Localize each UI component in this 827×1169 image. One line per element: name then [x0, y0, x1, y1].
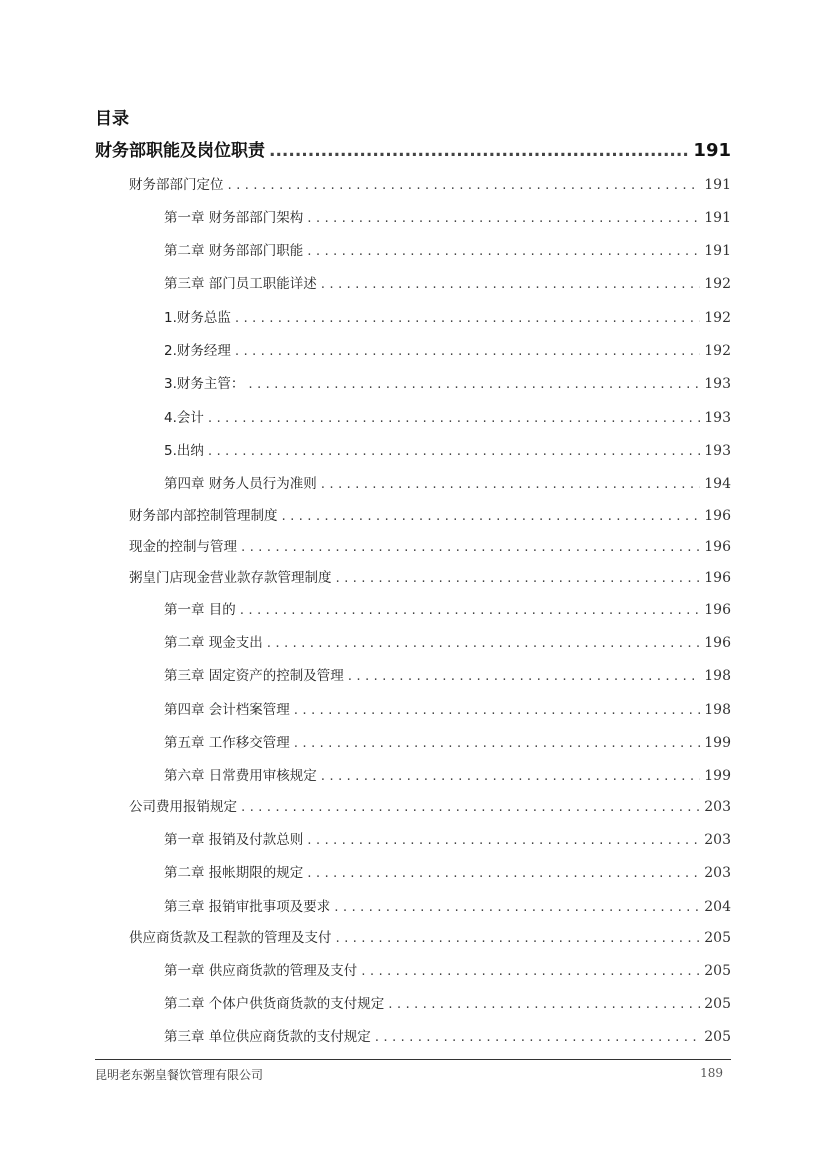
toc-dot-leader	[235, 343, 700, 359]
toc-entry-title: 5.出纳	[164, 443, 204, 459]
toc-dot-leader	[269, 141, 689, 161]
toc-entry-title: 第二章 现金支出	[164, 635, 263, 651]
footer-page-number: 189	[700, 1066, 723, 1080]
toc-entry-page: 205	[704, 963, 731, 979]
toc-dot-leader	[294, 702, 700, 718]
toc-entry-title: 第三章 单位供应商货款的支付规定	[164, 1029, 371, 1045]
toc-entry-page: 194	[704, 476, 731, 492]
toc-entry-title: 第一章 目的	[164, 602, 236, 618]
toc-dot-leader	[235, 310, 700, 326]
toc-dot-leader	[307, 210, 700, 226]
toc-entry-title: 第二章 个体户供货商货款的支付规定	[164, 996, 385, 1012]
toc-entry-page: 191	[693, 140, 731, 161]
toc-dot-leader	[241, 539, 700, 555]
toc-entry-page: 196	[704, 602, 731, 618]
toc-dot-leader	[248, 376, 700, 392]
toc-entry[interactable]	[164, 237, 731, 259]
toc-entry[interactable]	[164, 990, 731, 1012]
toc-entry[interactable]	[164, 629, 731, 651]
toc-entry[interactable]	[129, 924, 731, 946]
toc-entry-page: 199	[704, 735, 731, 751]
toc-dot-leader	[321, 476, 700, 492]
toc-entry-page: 193	[704, 410, 731, 426]
toc-entry[interactable]	[164, 1023, 731, 1045]
toc-dot-leader	[307, 832, 700, 848]
toc-dot-leader	[336, 570, 701, 586]
toc-entry[interactable]	[164, 596, 731, 618]
footer-divider	[95, 1059, 731, 1060]
toc-dot-leader	[294, 735, 700, 751]
toc-dot-leader	[208, 443, 700, 459]
toc-entry-title: 第一章 报销及付款总则	[164, 832, 304, 848]
toc-dot-leader	[388, 996, 700, 1012]
toc-entry[interactable]	[164, 337, 731, 359]
toc-dot-leader	[228, 177, 701, 193]
toc-dot-leader	[267, 635, 700, 651]
toc-entry-page: 196	[704, 539, 731, 555]
footer-company-name: 昆明老东粥皇餐饮管理有限公司	[95, 1068, 264, 1082]
toc-dot-leader	[307, 243, 700, 259]
toc-entry-title: 财务部职能及岗位职责	[95, 141, 265, 161]
toc-entry-title: 3.财务主管：	[164, 376, 245, 392]
toc-entry-page: 204	[704, 899, 731, 915]
toc-entry-page: 198	[704, 702, 731, 718]
toc-entry-title: 现金的控制与管理	[129, 539, 237, 555]
toc-entry[interactable]	[129, 171, 731, 193]
toc-entry-page: 205	[704, 996, 731, 1012]
toc-dot-leader	[307, 865, 700, 881]
toc-entry-title: 第三章 报销审批事项及要求	[164, 899, 331, 915]
toc-entry-title: 公司费用报销规定	[129, 799, 237, 815]
toc-entry-title: 财务部部门定位	[129, 177, 224, 193]
page-title: 目录	[95, 109, 129, 129]
toc-entry-page: 203	[704, 865, 731, 881]
toc-entry-title: 第六章 日常费用审核规定	[164, 768, 317, 784]
toc-entry[interactable]	[164, 204, 731, 226]
toc-entry-page: 196	[704, 570, 731, 586]
toc-entry-title: 第二章 报帐期限的规定	[164, 865, 304, 881]
toc-dot-leader	[240, 602, 700, 618]
toc-entry-page: 191	[704, 210, 731, 226]
toc-entry[interactable]	[129, 533, 731, 555]
toc-entry-page: 192	[704, 343, 731, 359]
toc-entry[interactable]	[164, 304, 731, 326]
toc-dot-leader	[321, 276, 700, 292]
toc-entry-title: 第四章 财务人员行为准则	[164, 476, 317, 492]
toc-entry-title: 第五章 工作移交管理	[164, 735, 290, 751]
toc-entry[interactable]	[129, 502, 731, 524]
toc-entry[interactable]	[164, 404, 731, 426]
toc-entry-title: 第一章 供应商货款的管理及支付	[164, 963, 358, 979]
toc-entry-title: 第一章 财务部部门架构	[164, 210, 304, 226]
toc-dot-leader	[375, 1029, 700, 1045]
toc-dot-leader	[361, 963, 700, 979]
toc-dot-leader	[334, 899, 700, 915]
toc-entry-title: 2.财务经理	[164, 343, 231, 359]
toc-entry-page: 191	[704, 177, 731, 193]
toc-entry-page: 199	[704, 768, 731, 784]
toc-entry-title: 供应商货款及工程款的管理及支付	[129, 930, 332, 946]
toc-entry[interactable]	[164, 370, 731, 392]
toc-entry-title: 第三章 部门员工职能详述	[164, 276, 317, 292]
toc-entry[interactable]	[95, 139, 731, 161]
toc-entry[interactable]	[164, 470, 731, 492]
toc-entry[interactable]	[164, 826, 731, 848]
toc-entry[interactable]	[164, 762, 731, 784]
toc-entry-page: 191	[704, 243, 731, 259]
toc-entry-page: 196	[704, 508, 731, 524]
toc-entry-page: 203	[704, 799, 731, 815]
toc-dot-leader	[208, 410, 700, 426]
toc-entry-page: 205	[704, 1029, 731, 1045]
toc-dot-leader	[348, 668, 700, 684]
toc-entry[interactable]	[129, 793, 731, 815]
toc-dot-leader	[336, 930, 701, 946]
toc-entry-title: 第四章 会计档案管理	[164, 702, 290, 718]
toc-entry[interactable]	[129, 564, 731, 586]
toc-entry[interactable]	[164, 957, 731, 979]
toc-entry[interactable]	[164, 662, 731, 684]
toc-entry-page: 205	[704, 930, 731, 946]
toc-entry-title: 第三章 固定资产的控制及管理	[164, 668, 344, 684]
toc-entry-page: 193	[704, 443, 731, 459]
toc-dot-leader	[282, 508, 701, 524]
toc-entry[interactable]	[164, 859, 731, 881]
toc-entry-page: 192	[704, 310, 731, 326]
toc-entry-title: 粥皇门店现金营业款存款管理制度	[129, 570, 332, 586]
toc-entry-page: 192	[704, 276, 731, 292]
toc-entry-page: 196	[704, 635, 731, 651]
toc-entry-title: 第二章 财务部部门职能	[164, 243, 304, 259]
toc-entry-title: 4.会计	[164, 410, 204, 426]
toc-dot-leader	[241, 799, 700, 815]
toc-entry-title: 1.财务总监	[164, 310, 231, 326]
toc-entry[interactable]	[164, 729, 731, 751]
toc-entry-title: 财务部内部控制管理制度	[129, 508, 278, 524]
toc-dot-leader	[321, 768, 700, 784]
toc-entry[interactable]	[164, 437, 731, 459]
toc-entry-page: 193	[704, 376, 731, 392]
toc-entry[interactable]	[164, 893, 731, 915]
toc-entry[interactable]	[164, 270, 731, 292]
toc-entry[interactable]	[164, 696, 731, 718]
toc-entry-page: 198	[704, 668, 731, 684]
toc-entry-page: 203	[704, 832, 731, 848]
